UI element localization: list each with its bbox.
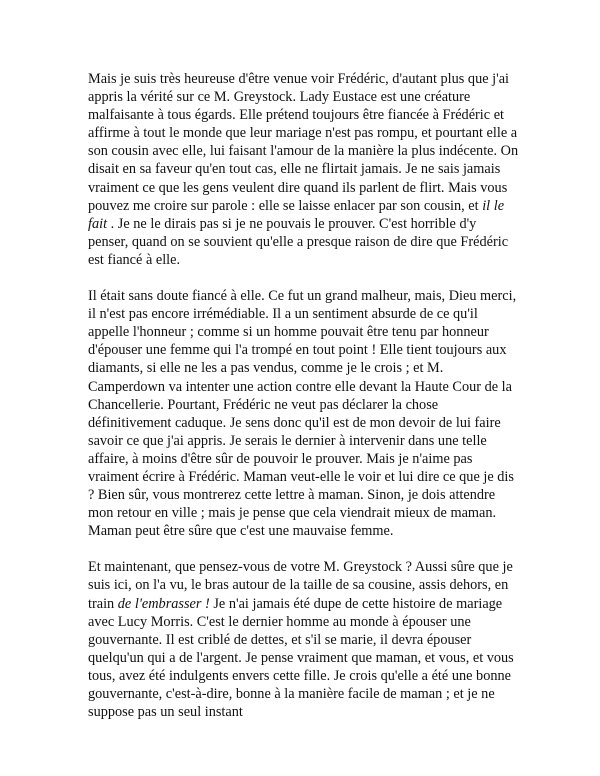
paragraph-3-text-b: Je n'ai jamais été dupe de cette histoire de mariage avec Lucy Morris. C'est le dernier homme au monde à épouser une gouvernante. Il est criblé de dettes, et s'il se marie, il devra épouser quelqu'un qui a de l'argent. Je pense vraiment que maman, et vous, et vous tous, avez été indulgents envers cette fille. Je crois qu'elle a été une bonne gouvernante, c'est-à-dire, bonne à la manière facile de maman ; et je ne suppose pas un seul instant <box>88 595 514 721</box>
paragraph-2 <box>88 287 520 540</box>
paragraph-1-text-a: Mais je suis très heureuse d'être venue voir Frédéric, d'autant plus que j'ai appris la vérité sur ce M. Greystock. Lady Eustace est une créature malfaisante à tous égards. Elle prétend toujours être fiancée à Frédéric et affirme à tout le monde que leur mariage n'est pas rompu, et pourtant elle a son cousin avec elle, lui faisant l'amour de la manière la plus indécente. On disait en sa faveur qu'en tout cas, elle ne flirtait jamais. Je ne sais jamais vraiment ce que les gens veulent dire quand ils parlent de flirt. Mais vous pouvez me croire sur parole : elle se laisse enlacer par son cousin, et <box>88 71 519 214</box>
paragraph-3 <box>88 558 520 721</box>
document-page <box>88 70 520 739</box>
paragraph-2-text: Il était sans doute fiancé à elle. Ce fut un grand malheur, mais, Dieu merci, il n'est pas encore irrémédiable. Il a un sentiment absurde de ce qu'il appelle l'honneur ; comme si un homme pouvait être tenu par honneur d'épouser une femme qui l'a trompé en tout point ! Elle tient toujours aux diamants, si elle ne les a pas vendus, comme je le crois ; et M. Camperdown va intenter une action contre elle devant la Haute Cour de la Chancellerie. Pourtant, Frédéric ne veut pas déclarer la chose définitivement caduque. Je sens donc qu'il est de mon devoir de lui faire savoir ce que j'ai appris. Je serais le dernier à intervenir dans une telle affaire, à moins d'être sûr de pouvoir le prouver. Mais je n'aime pas vraiment écrire à Frédéric. Maman veut-elle le voir et lui dire ce que je dis ? Bien sûr, vous montrerez cette lettre à maman. Sinon, je dois attendre mon retour en ville ; mais je pense que cela viendrait mieux de maman. Maman peut être sûre que c'est une mauvaise femme. <box>88 288 517 540</box>
paragraph-1 <box>88 70 520 269</box>
paragraph-3-italic-text: de l'embrasser ! <box>117 595 210 612</box>
paragraph-1-text-b: . Je ne le dirais pas si je ne pouvais le prouver. C'est horrible d'y penser, quand on se souvient qu'elle a presque raison de dire que Frédéric est fiancé à elle. <box>88 215 509 268</box>
paragraph-3-text-a: Et maintenant, que pensez-vous de votre M. Greystock ? Aussi sûre que je suis ici, on l'a vu, le bras autour de la taille de sa cousine, assis dehors, en train <box>88 559 513 612</box>
paragraph-1-italic-text: il le fait <box>88 197 505 232</box>
